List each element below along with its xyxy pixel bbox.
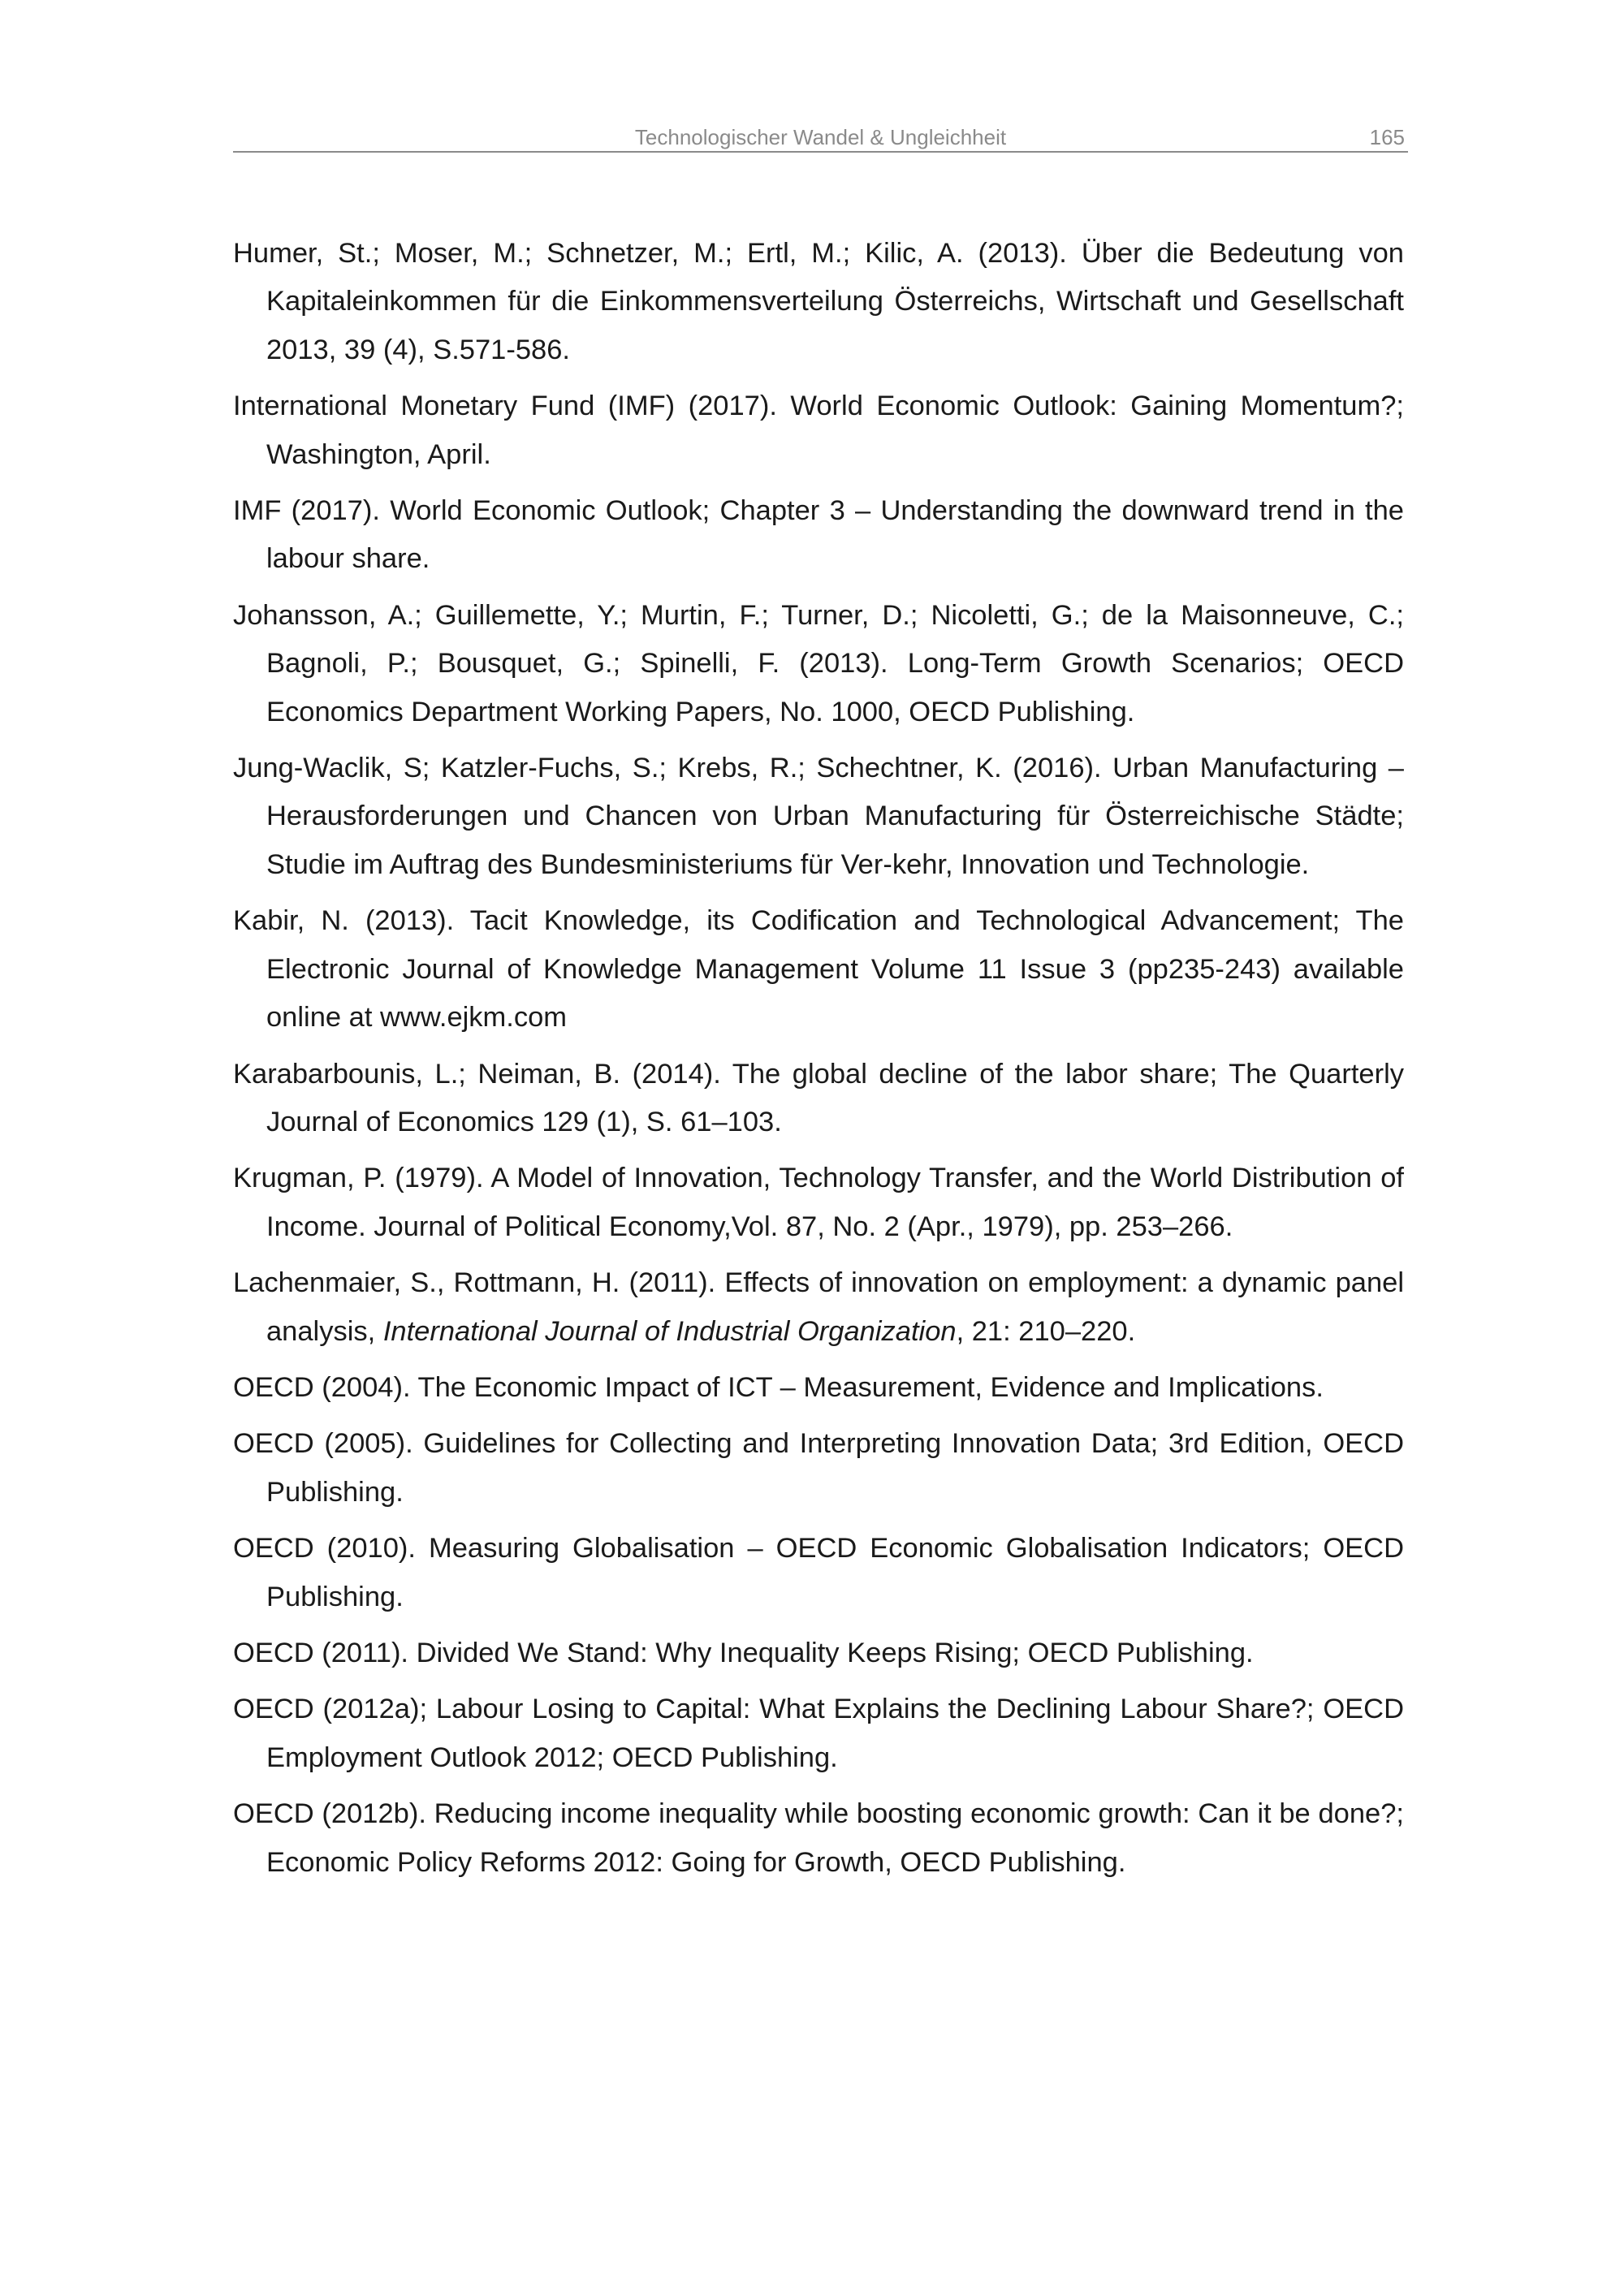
reference-entry: International Monetary Fund (IMF) (2017). World Economic Outlook: Gaining Momentum?; Washington, April. <box>233 391 1404 470</box>
reference-entry: OECD (2004). The Economic Impact of ICT – Measurement, Evidence and Implications. <box>233 1371 1324 1403</box>
reference-entry <box>233 1259 1404 1356</box>
reference-entry: Johansson, A.; Guillemette, Y.; Murtin, F.; Turner, D.; Nicoletti, G.; de la Maisonneuve, C.; Bagnoli, P.; Bousquet, G.; Spinelli, F. (2013). Long-Term Growth Scenarios; OECD Economics Department Working Papers, No. 1000, OECD Publishing. <box>233 599 1404 727</box>
page-number: 165 <box>1369 125 1405 149</box>
reference-text: , 21: 210–220. <box>956 1315 1136 1347</box>
running-title: Technologischer Wandel & Ungleichheit <box>634 125 1007 149</box>
reference-entry: Krugman, P. (1979). A Model of Innovation, Technology Transfer, and the World Distribution of Income. Journal of Political Economy,Vol. 87, No. 2 (Apr., 1979), pp. 253–266. <box>233 1163 1404 1242</box>
reference-entry: Humer, St.; Moser, M.; Schnetzer, M.; Ertl, M.; Kilic, A. (2013). Über die Bedeutung von Kapitaleinkommen für die Einkommensverteilung Österreichs, Wirtschaft und Gesellschaft 2013, 39 (4), S.571-586. <box>233 238 1404 365</box>
reference-entry: Kabir, N. (2013). Tacit Knowledge, its Codification and Technological Advancement; The Electronic Journal of Knowledge Management Volume 11 Issue 3 (pp235-243) available online at www.ejkm.com <box>233 905 1404 1034</box>
reference-entry: OECD (2005). Guidelines for Collecting and Interpreting Innovation Data; 3rd Edition, OECD Publishing. <box>233 1428 1404 1508</box>
reference-entry: OECD (2012a); Labour Losing to Capital: What Explains the Declining Labour Share?; OECD Employment Outlook 2012; OECD Publishing. <box>233 1694 1404 1773</box>
reference-entry: IMF (2017). World Economic Outlook; Chapter 3 – Understanding the downward trend in the labour share. <box>233 495 1404 575</box>
journal-title: International Journal of Industrial Organization <box>382 1315 957 1347</box>
reference-list <box>233 230 1404 1895</box>
reference-entry: Karabarbounis, L.; Neiman, B. (2014). The global decline of the labor share; The Quarterly Journal of Economics 129 (1), S. 61–103. <box>233 1058 1404 1137</box>
reference-entry: Jung-Waclik, S; Katzler-Fuchs, S.; Krebs, R.; Schechtner, K. (2016). Urban Manufacturing – Herausforderungen und Chancen von Urban Manufacturing für Österreichische Städte; Studie im Auftrag des Bundesministeriums für Ver-kehr, Innovation und Technologie. <box>233 753 1404 880</box>
reference-entry: OECD (2010). Measuring Globalisation – OECD Economic Globalisation Indicators; OECD Publishing. <box>233 1533 1404 1612</box>
reference-entry: OECD (2011). Divided We Stand: Why Inequality Keeps Rising; OECD Publishing. <box>233 1637 1254 1668</box>
page-header <box>233 123 1408 153</box>
reference-entry: OECD (2012b). Reducing income inequality while boosting economic growth: Can it be done?; Economic Policy Reforms 2012: Going for Growth, OECD Publishing. <box>233 1798 1404 1878</box>
reference-text: Lachenmaier, S., Rottmann, H. (2011). Effects of innovation on employment: a dynamic panel analysis, <box>233 1267 1404 1347</box>
